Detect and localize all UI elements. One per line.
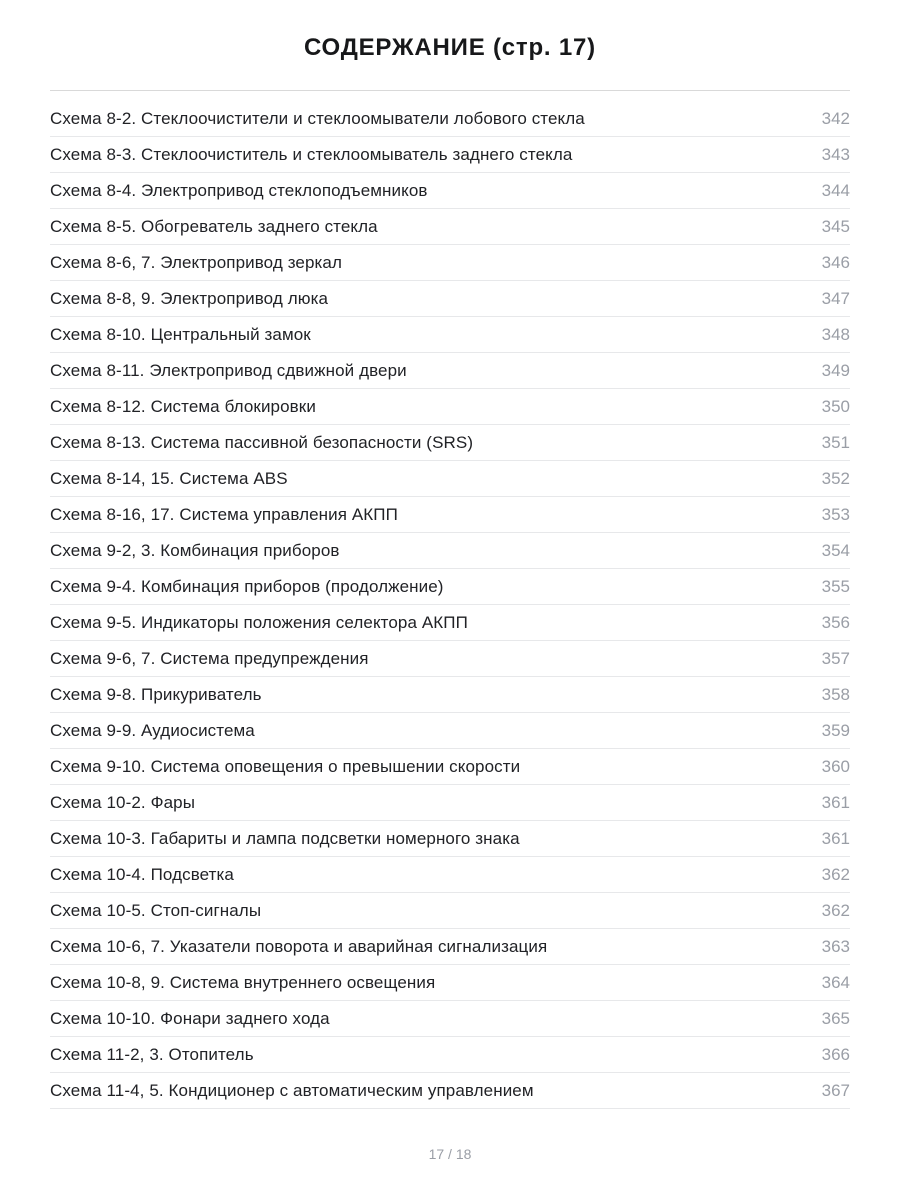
toc-entry-label: Схема 9-10. Система оповещения о превышении скорости bbox=[50, 756, 521, 776]
toc-entry[interactable] bbox=[50, 677, 850, 713]
toc-entry-page: 351 bbox=[821, 432, 850, 452]
toc-entry[interactable] bbox=[50, 389, 850, 425]
toc-entry-label: Схема 8-6, 7. Электропривод зеркал bbox=[50, 252, 342, 272]
toc-entry[interactable] bbox=[50, 893, 850, 929]
toc-entry-page: 348 bbox=[821, 324, 850, 344]
toc-entry-page: 342 bbox=[821, 108, 850, 128]
toc-entry-label: Схема 10-5. Стоп-сигналы bbox=[50, 900, 262, 920]
toc-entry-page: 362 bbox=[821, 864, 850, 884]
toc-entry[interactable] bbox=[50, 353, 850, 389]
toc-entry-label: Схема 8-11. Электропривод сдвижной двери bbox=[50, 360, 407, 380]
toc-entry-label: Схема 9-5. Индикаторы положения селектора АКПП bbox=[50, 612, 468, 632]
toc-entry-label: Схема 10-4. Подсветка bbox=[50, 864, 234, 884]
toc-entry[interactable] bbox=[50, 1073, 850, 1109]
toc-entry-page: 349 bbox=[821, 360, 850, 380]
toc-entry[interactable] bbox=[50, 173, 850, 209]
toc-entry-page: 367 bbox=[821, 1080, 850, 1100]
toc-entry-label: Схема 8-8, 9. Электропривод люка bbox=[50, 288, 329, 308]
toc-list bbox=[50, 101, 850, 1109]
toc-entry-page: 344 bbox=[821, 180, 850, 200]
toc-entry[interactable] bbox=[50, 857, 850, 893]
toc-entry-page: 361 bbox=[821, 792, 850, 812]
toc-entry-label: Схема 9-8. Прикуриватель bbox=[50, 684, 262, 704]
toc-entry-label: Схема 8-10. Центральный замок bbox=[50, 324, 311, 344]
toc-entry-page: 343 bbox=[821, 144, 850, 164]
toc-entry[interactable] bbox=[50, 533, 850, 569]
toc-entry-label: Схема 8-3. Стеклоочиститель и стеклоомыватель заднего стекла bbox=[50, 144, 573, 164]
toc-entry-label: Схема 9-6, 7. Система предупреждения bbox=[50, 648, 369, 668]
toc-entry[interactable] bbox=[50, 1037, 850, 1073]
toc-entry-label: Схема 8-5. Обогреватель заднего стекла bbox=[50, 216, 378, 236]
toc-entry[interactable] bbox=[50, 965, 850, 1001]
toc-entry-label: Схема 9-9. Аудиосистема bbox=[50, 720, 255, 740]
toc-entry[interactable] bbox=[50, 281, 850, 317]
toc-entry-page: 357 bbox=[821, 648, 850, 668]
toc-entry[interactable] bbox=[50, 317, 850, 353]
toc-entry[interactable] bbox=[50, 749, 850, 785]
toc-entry-label: Схема 8-2. Стеклоочистители и стеклоомыватели лобового стекла bbox=[50, 108, 585, 128]
toc-entry[interactable] bbox=[50, 785, 850, 821]
toc-entry-page: 363 bbox=[821, 936, 850, 956]
toc-entry-page: 360 bbox=[821, 756, 850, 776]
toc-entry-label: Схема 8-4. Электропривод стеклоподъемников bbox=[50, 180, 428, 200]
toc-entry-page: 355 bbox=[821, 576, 850, 596]
toc-entry-page: 361 bbox=[821, 828, 850, 848]
toc-entry[interactable] bbox=[50, 641, 850, 677]
toc-entry[interactable] bbox=[50, 137, 850, 173]
page-title: СОДЕРЖАНИЕ (стр. 17) bbox=[304, 34, 596, 61]
toc-entry-label: Схема 10-6, 7. Указатели поворота и аварийная сигнализация bbox=[50, 936, 548, 956]
toc-entry-label: Схема 9-2, 3. Комбинация приборов bbox=[50, 540, 340, 560]
toc-entry[interactable] bbox=[50, 425, 850, 461]
toc-entry-page: 364 bbox=[821, 972, 850, 992]
toc-entry-label: Схема 11-2, 3. Отопитель bbox=[50, 1044, 254, 1064]
toc-entry-label: Схема 8-16, 17. Система управления АКПП bbox=[50, 504, 398, 524]
toc-entry[interactable] bbox=[50, 245, 850, 281]
toc-entry[interactable] bbox=[50, 1001, 850, 1037]
toc-entry-page: 350 bbox=[821, 396, 850, 416]
toc-entry-page: 353 bbox=[821, 504, 850, 524]
toc-entry[interactable] bbox=[50, 101, 850, 137]
toc-entry[interactable] bbox=[50, 605, 850, 641]
toc-entry-page: 347 bbox=[821, 288, 850, 308]
toc-entry[interactable] bbox=[50, 713, 850, 749]
toc-entry-page: 365 bbox=[821, 1008, 850, 1028]
toc-entry-label: Схема 8-12. Система блокировки bbox=[50, 396, 316, 416]
toc-entry-page: 366 bbox=[821, 1044, 850, 1064]
toc-entry-label: Схема 10-8, 9. Система внутреннего освещения bbox=[50, 972, 436, 992]
toc-entry-page: 362 bbox=[821, 900, 850, 920]
toc-entry-page: 354 bbox=[821, 540, 850, 560]
toc-entry[interactable] bbox=[50, 929, 850, 965]
toc-entry-label: Схема 10-2. Фары bbox=[50, 792, 196, 812]
toc-entry[interactable] bbox=[50, 497, 850, 533]
toc-entry-label: Схема 11-4, 5. Кондиционер с автоматическим управлением bbox=[50, 1080, 534, 1100]
toc-entry-page: 352 bbox=[821, 468, 850, 488]
toc-entry-page: 358 bbox=[821, 684, 850, 704]
toc-entry-label: Схема 8-14, 15. Система ABS bbox=[50, 468, 288, 488]
toc-entry[interactable] bbox=[50, 821, 850, 857]
toc-entry-page: 356 bbox=[821, 612, 850, 632]
toc-entry[interactable] bbox=[50, 569, 850, 605]
toc-entry-label: Схема 9-4. Комбинация приборов (продолжение) bbox=[50, 576, 444, 596]
toc-entry-label: Схема 10-10. Фонари заднего хода bbox=[50, 1008, 330, 1028]
title-divider bbox=[50, 90, 850, 91]
toc-entry-page: 359 bbox=[821, 720, 850, 740]
toc-entry-label: Схема 10-3. Габариты и лампа подсветки номерного знака bbox=[50, 828, 520, 848]
toc-entry[interactable] bbox=[50, 209, 850, 245]
page-footer: 17 / 18 bbox=[428, 1146, 472, 1162]
toc-entry-page: 345 bbox=[821, 216, 850, 236]
toc-entry-page: 346 bbox=[821, 252, 850, 272]
toc-entry-label: Схема 8-13. Система пассивной безопасности (SRS) bbox=[50, 432, 474, 452]
toc-entry[interactable] bbox=[50, 461, 850, 497]
